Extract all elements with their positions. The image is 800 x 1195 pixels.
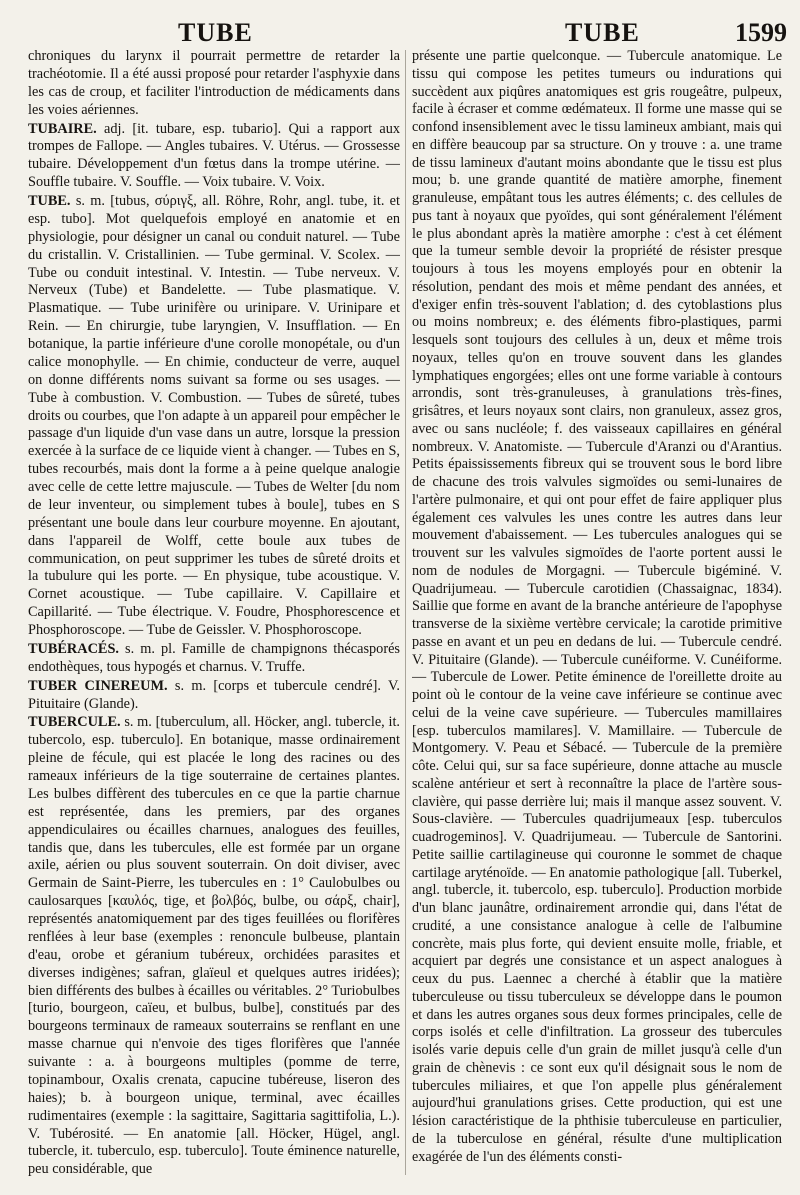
- entry-tube: [28, 193, 400, 640]
- running-head-right: TUBE: [565, 18, 640, 47]
- entry-text: s. m. [tubus, σύριγξ, all. Röhre, Rohr, angl. tube, it. et esp. tubo]. Mot quelquefois employé en anatomie et en physiologie, pour désigner un canal ou conduit naturel. — Tube du cristallin. V. Cristallinien. — Tube germinal. V. Scolex. — Tube ou conduit intestinal. V. Intestin. — Tube nerveux. V. Nerveux (Tube) et Bandelette. — Tube plasmatique. V. Plasmatique. — Tube urinifère ou urinipare. V. Urinipare et Rein. — En chirurgie, tube laryngien, V. Insufflation. — En botanique, la partie inférieure d'une corolle monopétale, ou d'un calice monophylle. — En chimie, conducteur de verre, auquel on donne différents noms suivant sa forme ou ses usages. — Tube à combustion. V. Combustion. — Tubes de sûreté, tubes droits ou courbes, que l'on adapte à un appareil pour empêcher le passage d'un liquide d'un vase dans un autre, lorsque la pression exercée à la surface de ce liquide vient à changer. — Tubes en S, tubes recourbés, mais dont la forme a à peine quelque analogie avec celle de cette lettre majuscule. — Tubes de Welter [du nom de leur inventeur, ou simplement tubes à boule], tubes en S présentant une boule dans leur courbure moyenne. En ajoutant, dans l'appareil de Wolff, cette boule aux tubes de communication, on peut supprimer les tubes de sûreté droits et la tubulure qui les porte. — En physique, tube acoustique. V. Cornet acoustique. — Tube capillaire. V. Capillaire et Capillarité. — Tube électrique. V. Foudre, Phosphorescence et Phosphoroscope. — Tube de Geissler. V. Phosphoroscope.: [28, 193, 400, 638]
- entry-text: s. m. pl. Famille de champignons thécasporés endothèques, tous hypogés et charnus. V. Truffe.: [28, 640, 400, 675]
- left-column: [28, 48, 400, 1188]
- headword: TUBERCULE.: [28, 714, 121, 731]
- entry-text: adj. [it. tubare, esp. tubario]. Qui a rapport aux trompes de Fallope. — Angles tubaires. V. Utérus. — Grossesse tubaire. Développement d'un fœtus dans la trompe utérine. — Souffle tubaire. V. Souffle. — Voix tubaire. V. Voix.: [28, 120, 400, 191]
- paragraph-continuation: chroniques du larynx il pourrait permettre de retarder la trachéotomie. Il a été aussi proposé pour retarder l'asphyxie dans les cas de croup, et faciliter l'introduction de médicaments dans les voies aériennes.: [28, 48, 400, 118]
- entry-text: présente une partie quelconque. — Tubercule anatomique. Le tissu qui compose les petites tumeurs ou indurations qui succèdent aux piqûres anatomiques est gris rougeâtre, pulpeux, facile à écraser et comme œdémateux. Il forme une masse qui se confond insensiblement avec le tissu lamineux ambiant, mais qui en diffère beaucoup par sa structure. On y trouve : a. une trame de tissu lamineux d'autant moins abondante que le tissu est plus mou; b. une grande quantité de matière amorphe, finement granuleuse, empâtant tous les autres éléments; c. des cellules de pus tant à noyaux que pyoïdes, qui sont généralement l'élément le plus abondant après la matière amorphe : c'est à cet élément que la tumeur semble devoir la propriété de résister presque toujours à tous les moyens employés pour en obtenir la résolution, pendant des mois et même pendant des années, et d'exiger enfin très-souvent l'ablation; d. des cytoblastions plus ou moins nombreux; e. des éléments fibro-plastiques, parmi lesquels sont toujours des cellules à un, deux et même trois noyaux, telles qu'on en trouve souvent dans les glandes lymphatiques engorgées; elles ont une forme variable à contours arrondis, sont très-granuleuses, à granulations très-fines, grisâtres, et leurs noyaux sont clairs, non granuleux, assez gros, avec ou sans nucléole; f. des vaisseaux capillaires en général nombreux. V. Anatomiste. — Tubercule d'Aranzi ou d'Arantius. Petits épaississements fibreux qui se trouvent sous le bord libre de chacune des trois valvules sigmoïdes ou semi-lunaires de l'artère pulmonaire, et qui ont pour effet de faire appliquer plus également ces valvules les unes contre les autres dans leur mouvement d'abaissement. — Les tubercules analogues qui se trouvent sur les valvules sigmoïdes de l'aorte portent aussi le nom de nodules de Morgagni. — Tubercule bigéminé. V. Quadrijumeau. — Tubercule carotidien (Chassaignac, 1834). Saillie que forme en avant de la branche antérieure de l'apophyse transverse de la sixième vertèbre cervicale; la carotide primitive passe en avant et un peu en dedans de lui. — Tubercule cendré. V. Pituitaire (Glande). — Tubercule cunéiforme. V. Cunéiforme. — Tubercule de Lower. Petite éminence de l'oreillette droite au point où le contour de la veine cave inférieure se continue avec celui de la veine cave supérieure. — Tubercules mamillaires [esp. tuberculos mamilares]. V. Mamillaire. — Tubercule de Montgomery. V. Peau et Sébacé. — Tubercule de la première côte. Celui qui, sur sa face supérieure, donne attache au muscle scalène antérieur et sert à reconnaître la place de l'artère sous-clavière, qui passe derrière lui; mais il manque assez souvent. V. Sous-clavière. — Tubercules quadrijumeaux [esp. tuberculos cuadrogeminos]. V. Quadrijumeau. — Tubercule de Santorini. Petite saillie cartilagineuse qui couronne le sommet de chaque cartilage aryténoïde. — En anatomie pathologique [all. Tuberkel, angl. tubercle, it. tubercolo, esp. tuberculo]. Production morbide d'un blanc jaunâtre, ordinairement arrondie qui, dans l'état de crudité, a une consistance analogue à celle de l'albumine concrète, mais plus forte, qui devient ensuite molle, friable, et acquiert par degrés une consistance et un aspect analogues à ceux du pus. Laennec a cherché à établir que la matière tuberculeuse ou tissu tuberculeux se développe dans le poumon et dans les autres organes sous deux formes principales, celle de corps isolés et celle d'infiltration. La grosseur des tubercules isolés varie depuis celle d'un grain de millet jusqu'à celle d'un grain de chènevis : ce sont eux qu'il désignait sous le nom de tubercules miliaires, et que l'on appelle plus généralement aujourd'hui granulations grises. Cette production, qui est une lésion caractéristique de la phthisie tuberculeuse en particulier, de la tuberculose en général, résulte d'une multiplication exagérée de l'un des éléments consti-: [412, 48, 782, 1165]
- right-column: [412, 48, 782, 1188]
- headword: TUBÉRACÉS.: [28, 640, 119, 657]
- running-head-left: TUBE: [178, 18, 253, 47]
- entry-text: s. m. [tuberculum, all. Höcker, angl. tubercle, it. tubercolo, esp. tuberculo]. En botanique, masse ordinairement pleine de fécule, qui est placée le long des racines ou des rameaux inférieurs de la tige souterraine de certaines plantes. Les bulbes diffèrent des tubercules en ce que la partie charnue est représentée, dans les premiers, par des organes appendiculaires ou écailles charnues, analogues des feuilles, tandis que, dans les tubercules, elle est formée par un organe axile, aérien ou plus souvent souterrain. On doit diviser, avec Germain de Saint-Pierre, les tubercules en : 1° Caulobulbes ou caulosarques [καυλός, tige, et βολβός, bulbe, ou σάρξ, chair], représentés anatomiquement par des tiges feuillées ou florifères renflées à leur base (exemples : renoncule bulbeuse, plantain d'eau, orobe et géranium tubéreux, orchidées parasites et diverses indigènes; safran, glaïeul et quelques autres iridées); bien différents des bulbes à écailles ou véritables. 2° Turiobulbes [turio, bourgeon, caïeu, et bulbus, bulbe], constitués par des bourgeons terminaux de rameaux souterrains se renflant en une masse charnue qui n'envoie des tiges florifères que l'année suivante : a. à bourgeons multiples (pomme de terre, topinambour, Oxalis crenata, capucine tubéreuse, liseron des haies); b. à bourgeon unique, terminal, avec écailles rudimentaires (exemple : la sagittaire, Sagittaria sagittifolia, L.). V. Tubérosité. — En anatomie [all. Höcker, Hügel, angl. tubercle, it. tuberculo, esp. tuberculo]. Toute éminence naturelle, peu considérable, que: [28, 714, 400, 1178]
- entry-tuber-cinereum: [28, 678, 400, 714]
- page-number: 1599: [735, 18, 787, 47]
- entry-tubercule: [28, 714, 400, 1179]
- entry-tuberaces: [28, 641, 400, 677]
- page-header: [0, 0, 800, 46]
- entry-tubaire: [28, 121, 400, 193]
- headword: TUBE.: [28, 193, 71, 209]
- column-divider: [405, 50, 406, 1175]
- headword: TUBAIRE.: [28, 120, 97, 137]
- entry-tubercule-continued: [412, 48, 782, 1166]
- entry-text: s. m. [corps et tubercule cendré]. V. Pituitaire (Glande).: [28, 677, 400, 712]
- headword: TUBER CINEREUM.: [28, 677, 168, 694]
